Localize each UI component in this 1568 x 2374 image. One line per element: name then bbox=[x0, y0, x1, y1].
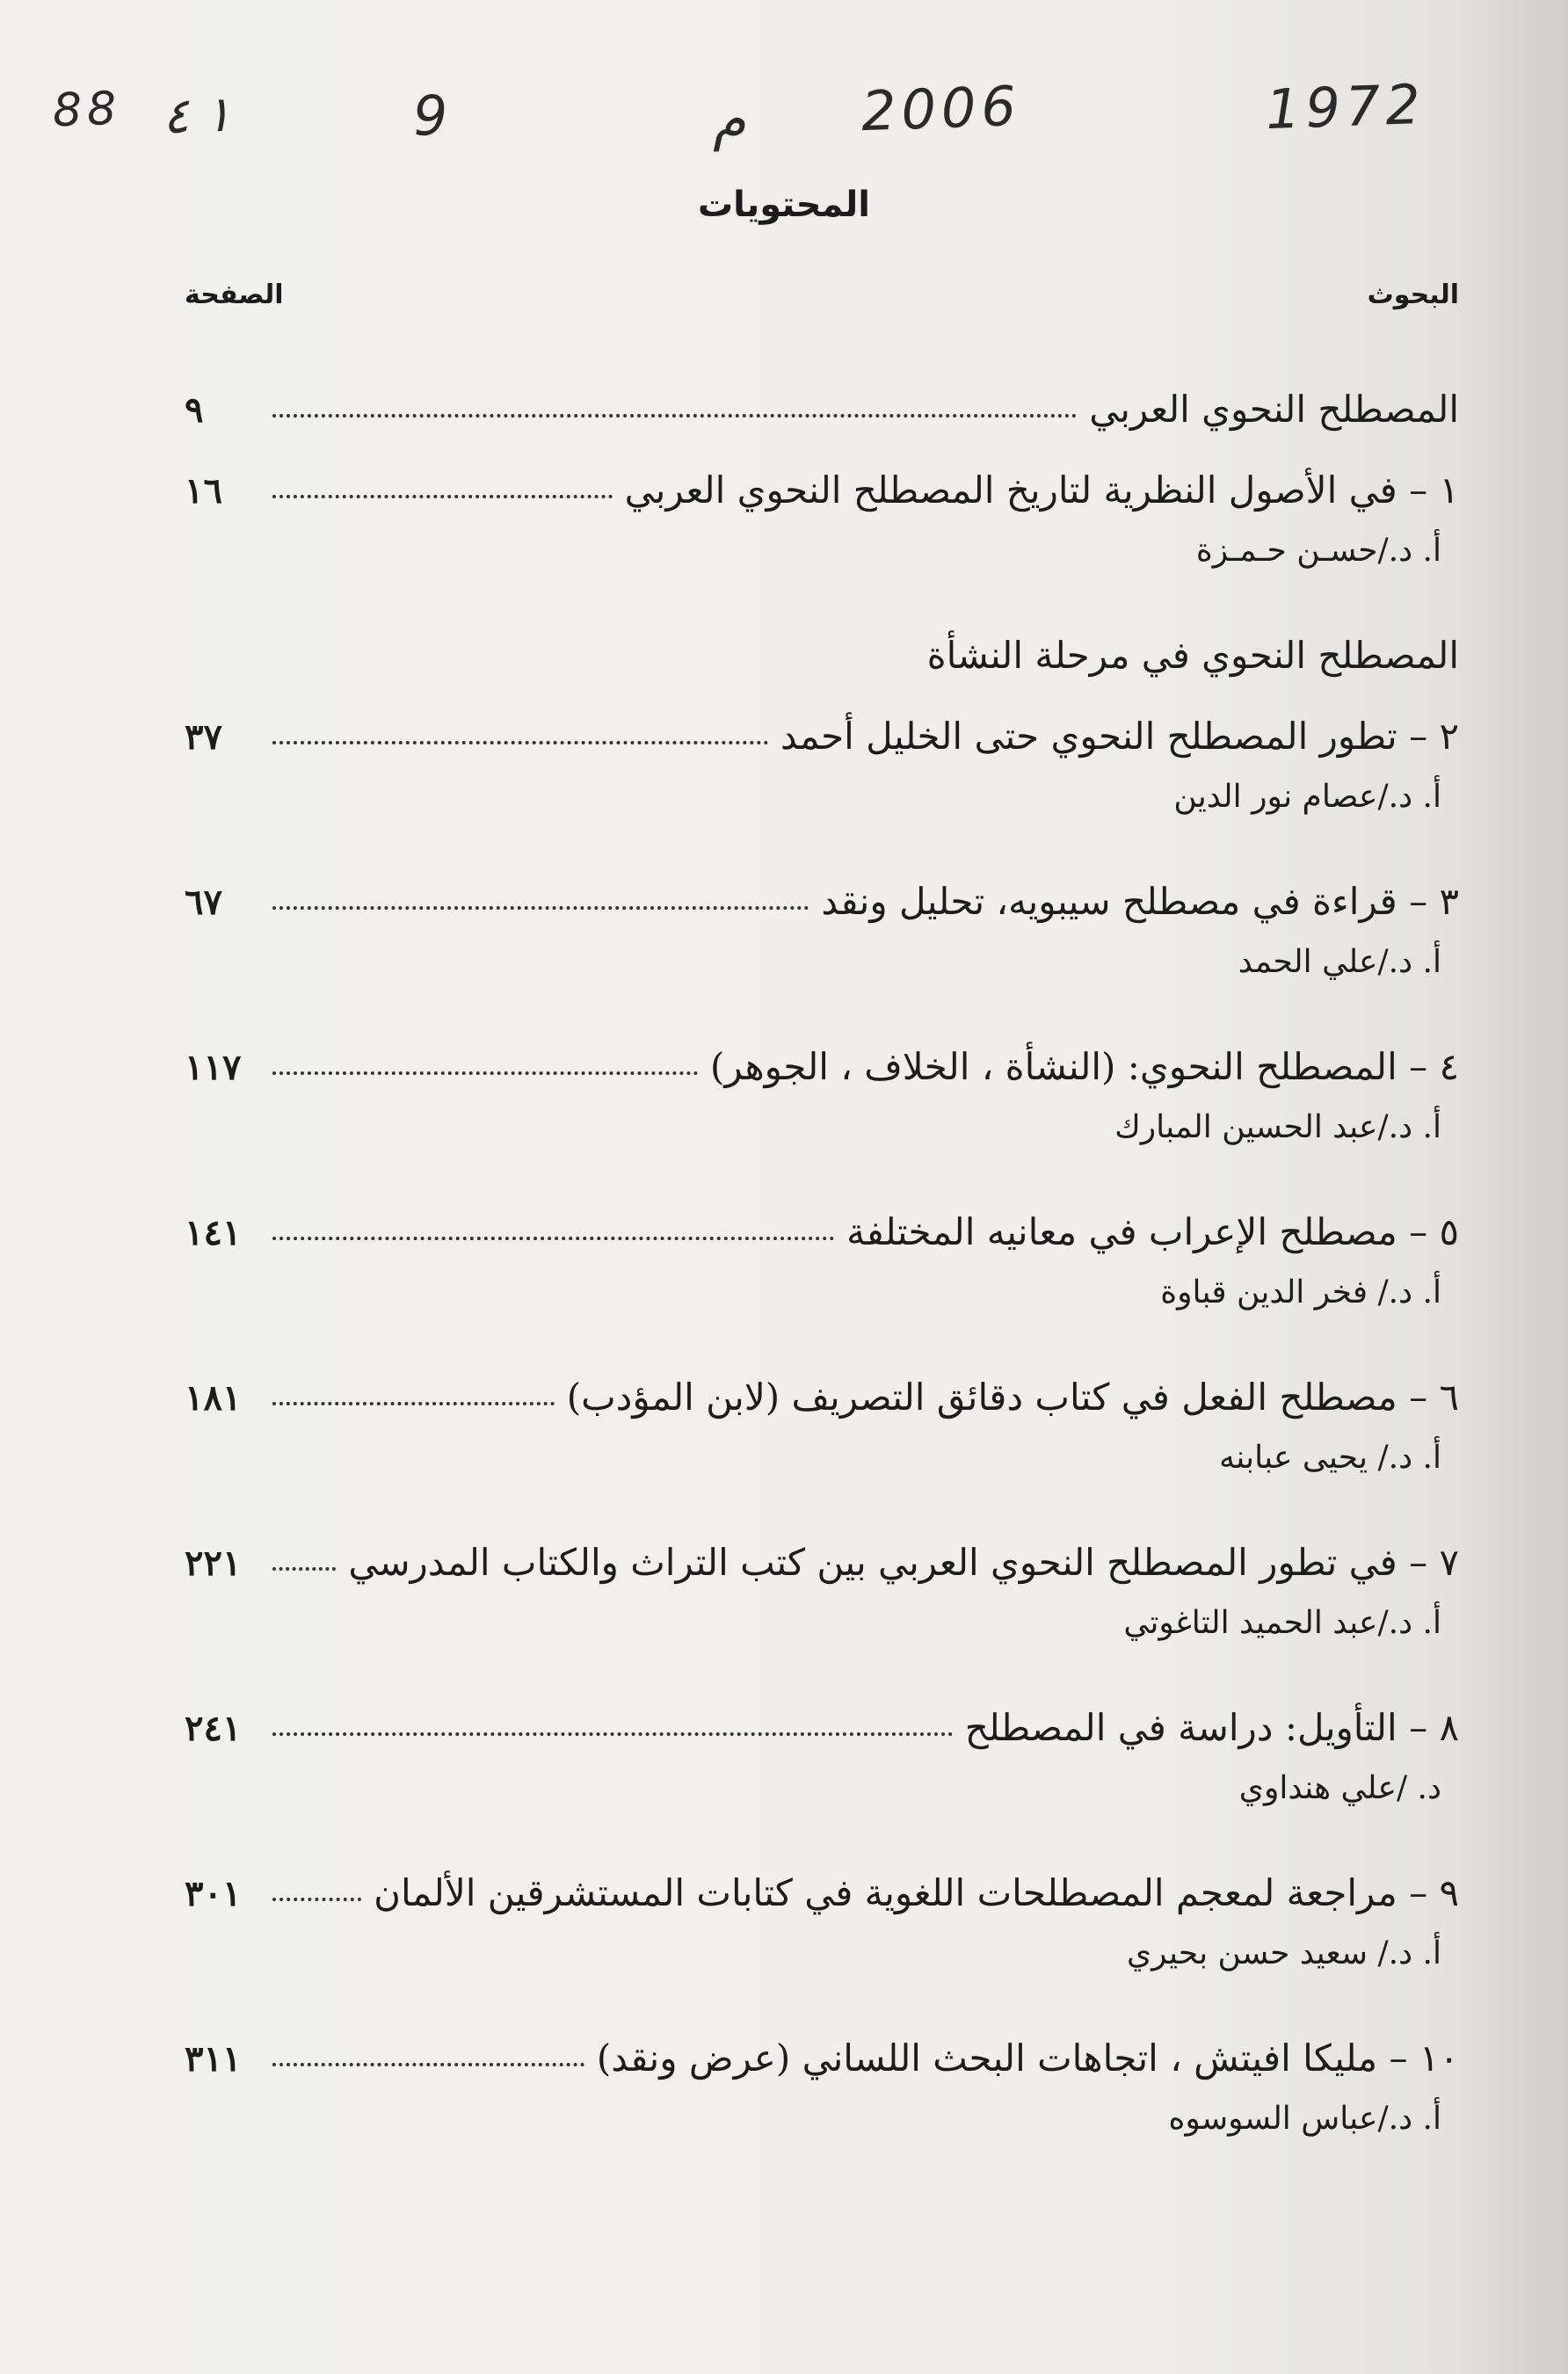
entry-author: أ. د./ يحيى عبابنه bbox=[1218, 1440, 1441, 1476]
section-title: المصطلح النحوي في مرحلة النشأة bbox=[926, 634, 1459, 677]
dot-leader bbox=[272, 1071, 698, 1075]
dot-leader bbox=[272, 2063, 584, 2066]
dot-leader bbox=[272, 495, 613, 498]
entry-author: أ. د./عبد الحسين المبارك bbox=[1114, 1109, 1441, 1145]
toc-entry[interactable] bbox=[185, 1831, 1459, 1912]
entry-page-number: ٦٧ bbox=[185, 882, 222, 923]
entry-page-number: ١٦ bbox=[185, 470, 222, 512]
dot-leader bbox=[272, 1732, 953, 1736]
section-heading bbox=[185, 593, 1459, 677]
dot-leader bbox=[272, 1567, 336, 1571]
entry-page-number: ١٨١ bbox=[185, 1377, 242, 1419]
toc-entry[interactable] bbox=[185, 428, 1459, 512]
handwritten-year-a: 1972 bbox=[1264, 71, 1427, 142]
dot-leader bbox=[272, 906, 809, 910]
entry-title: ٣ – قراءة في مصطلح سيبويه، تحليل ونقد bbox=[821, 880, 1459, 923]
handwritten-issue: 9 bbox=[411, 83, 454, 149]
dot-leader bbox=[272, 1402, 555, 1405]
handwritten-volume: ١ ٤ bbox=[161, 85, 233, 146]
dot-leader bbox=[272, 741, 768, 744]
table-of-contents bbox=[185, 347, 1459, 2161]
handwritten-serial: 88 bbox=[51, 82, 123, 138]
dot-leader bbox=[272, 414, 1077, 417]
toc-entry[interactable] bbox=[185, 347, 1459, 431]
entry-page-number: ١١٧ bbox=[185, 1047, 242, 1088]
entry-page-number: ١٤١ bbox=[185, 1212, 242, 1253]
toc-entry[interactable] bbox=[185, 1996, 1459, 2080]
toc-entry[interactable] bbox=[185, 1170, 1459, 1251]
handwritten-annotation bbox=[0, 71, 1568, 171]
dot-leader bbox=[272, 1237, 834, 1240]
toc-entry[interactable] bbox=[185, 1335, 1459, 1419]
page-title: المحتويات bbox=[697, 185, 870, 225]
entry-title: ٨ – التأويل: دراسة في المصطلح bbox=[964, 1706, 1459, 1749]
page-column-label: الصفحة bbox=[185, 280, 284, 310]
entry-page-number: ٣٠١ bbox=[185, 1873, 242, 1914]
entry-page-number: ٢٢١ bbox=[185, 1543, 242, 1584]
entry-page-number: ٩ bbox=[185, 389, 204, 431]
entry-page-number: ٢٤١ bbox=[185, 1708, 242, 1749]
entry-title: ١ – في الأصول النظرية لتاريخ المصطلح النحوي العربي bbox=[624, 468, 1459, 512]
toc-header bbox=[185, 280, 1459, 323]
toc-entry[interactable] bbox=[185, 674, 1459, 758]
entry-title: المصطلح النحوي العربي bbox=[1089, 388, 1459, 431]
entry-author: أ. د./ فخر الدين قباوة bbox=[1160, 1274, 1441, 1310]
entry-title: ٦ – مصطلح الفعل في كتاب دقائق التصريف (لابن المؤدب) bbox=[566, 1376, 1459, 1419]
handwritten-year-b: 2006 bbox=[860, 73, 1023, 144]
entry-title: ٥ – مصطلح الإعراب في معانيه المختلفة bbox=[846, 1210, 1459, 1253]
entry-page-number: ٣٧ bbox=[185, 716, 222, 758]
entry-author: أ. د./عصام نور الدين bbox=[1173, 779, 1441, 815]
handwritten-month: م bbox=[710, 86, 747, 152]
entry-author: أ. د./عبد الحميد التاغوتي bbox=[1123, 1605, 1441, 1641]
entry-title: ٩ – مراجعة لمعجم المصطلحات اللغوية في كتابات المستشرقين الألمان bbox=[374, 1871, 1459, 1914]
entry-title: ١٠ – مليكا افيتش ، اتجاهات البحث اللساني (عرض ونقد) bbox=[596, 2036, 1459, 2080]
entry-title: ٧ – في تطور المصطلح النحوي العربي بين كتب التراث والكتاب المدرسي bbox=[348, 1541, 1459, 1584]
research-column-label: البحوث bbox=[1367, 280, 1459, 310]
entry-author: أ. د./حسـن حـمـزة bbox=[1195, 533, 1441, 569]
entry-page-number: ٣١١ bbox=[185, 2038, 242, 2080]
toc-entry[interactable] bbox=[185, 839, 1459, 923]
entry-title: ٢ – تطور المصطلح النحوي حتى الخليل أحمد bbox=[780, 715, 1459, 758]
entry-author: د. /علي هنداوي bbox=[1238, 1770, 1441, 1806]
dot-leader bbox=[272, 1898, 361, 1901]
toc-entry[interactable] bbox=[185, 1500, 1459, 1584]
entry-author: أ. د./علي الحمد bbox=[1238, 944, 1441, 980]
toc-entry[interactable] bbox=[185, 1666, 1459, 1749]
entry-author: أ. د./عباس السوسوه bbox=[1168, 2101, 1441, 2137]
entry-title: ٤ – المصطلح النحوي: (النشأة ، الخلاف ، الجوهر) bbox=[709, 1045, 1459, 1088]
entry-author: أ. د./ سعيد حسن بحيري bbox=[1126, 1935, 1441, 1971]
toc-entry[interactable] bbox=[185, 1005, 1459, 1088]
